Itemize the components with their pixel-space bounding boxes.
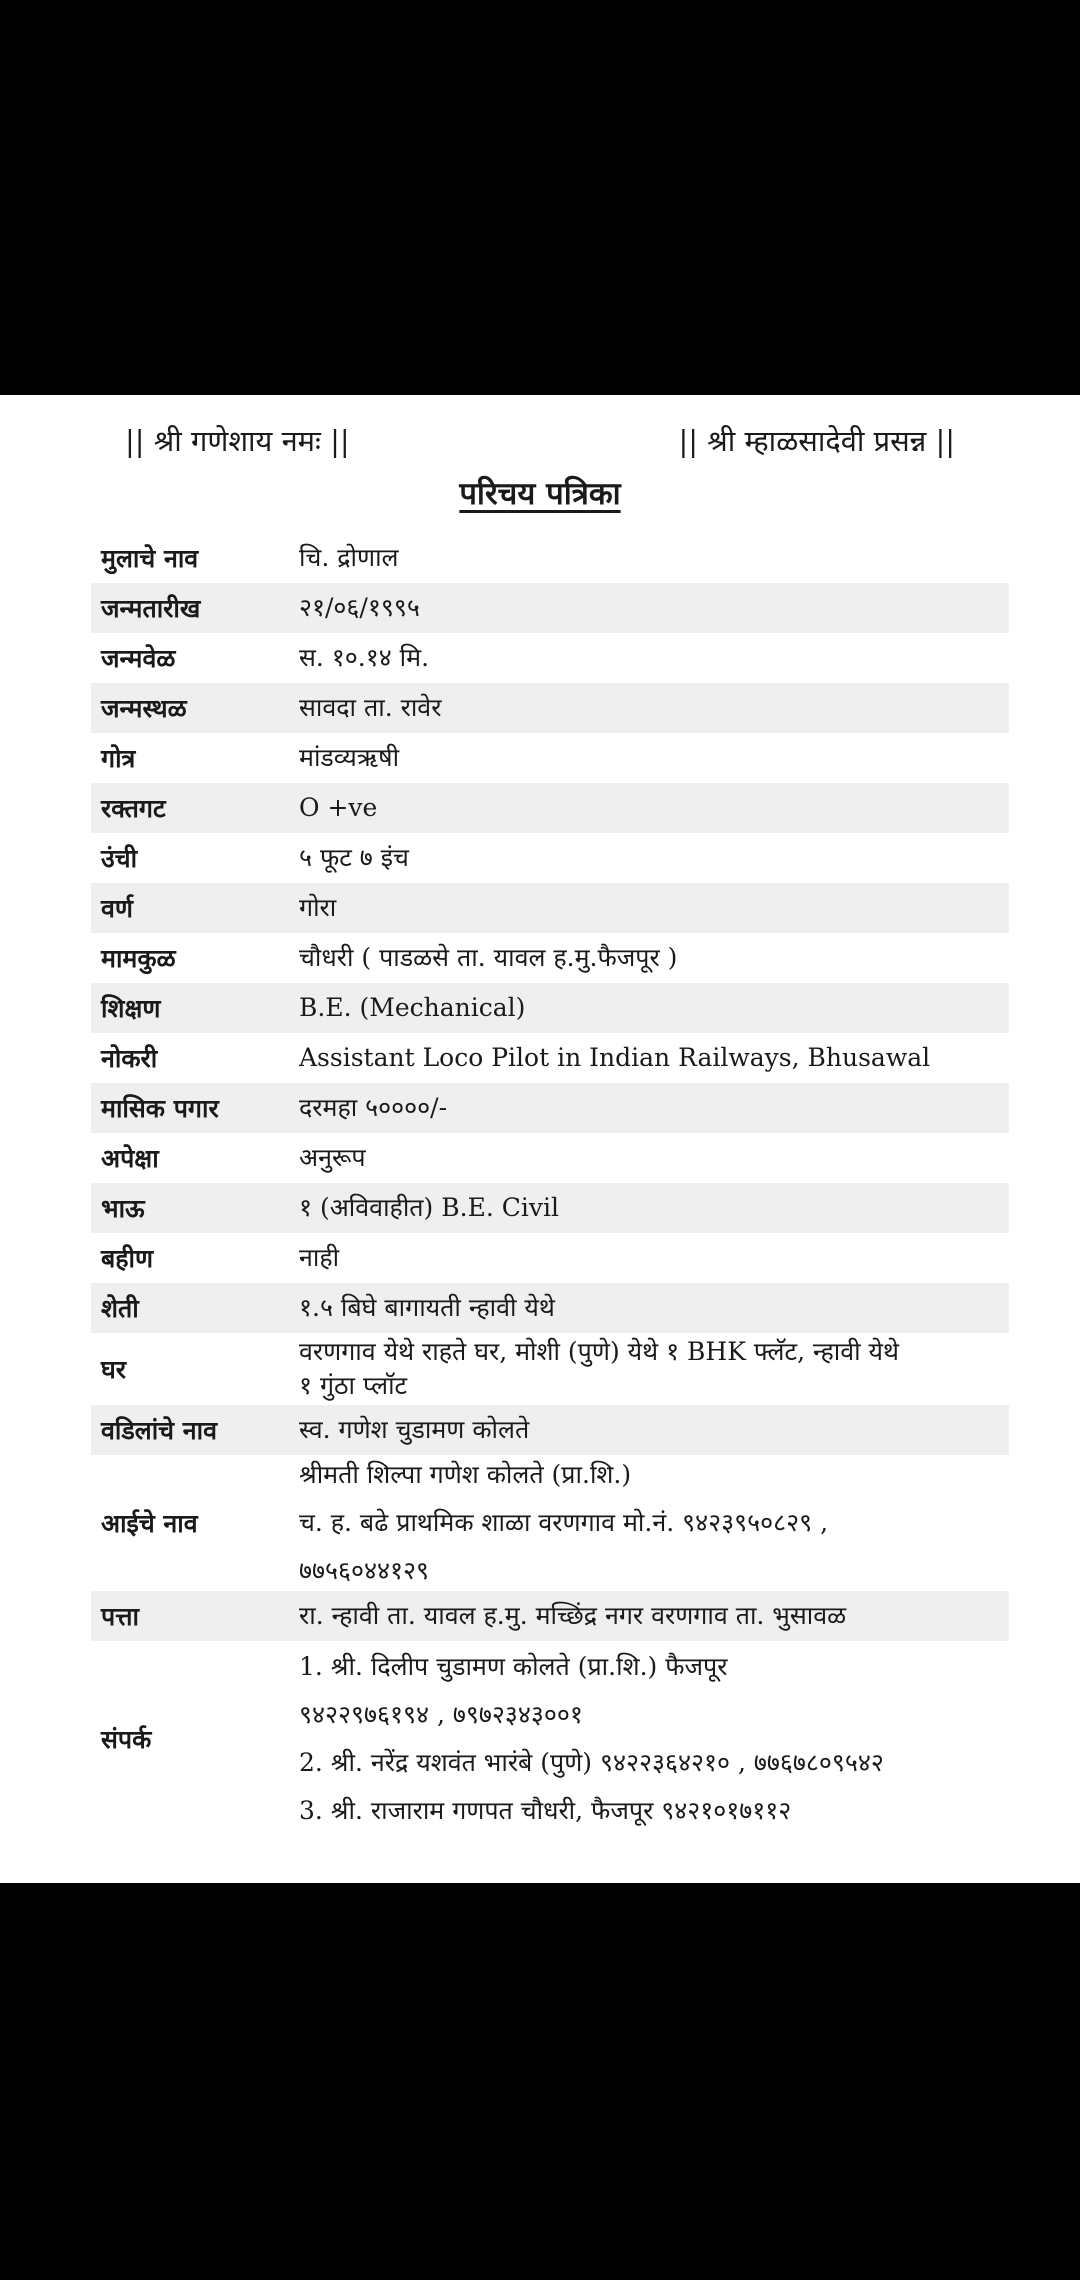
info-row	[91, 933, 1009, 983]
value-line: १ (अविवाहीत) B.E. Civil	[299, 1193, 559, 1222]
row-label: मामकुळ	[101, 944, 176, 973]
row-label: संपर्क	[101, 1724, 152, 1754]
value-line: स. १०.१४ मि.	[299, 643, 430, 672]
value-line: ९४२२९७६१९४ , ७९७२३४३००१	[299, 1699, 583, 1729]
value-line: २१/०६/१९९५	[299, 593, 420, 622]
info-row	[91, 733, 1009, 783]
row-label: अपेक्षा	[101, 1144, 159, 1173]
value-line: गोरा	[299, 893, 337, 922]
row-value	[291, 1191, 999, 1225]
value-line: सावदा ता. रावेर	[299, 693, 442, 722]
value-line: चौधरी ( पाडळसे ता. यावल ह.मु.फैजपूर )	[299, 943, 678, 972]
value-line: रा. न्हावी ता. यावल ह.मु. मच्छिंद्र नगर वरणगाव ता. भुसावळ	[299, 1601, 847, 1630]
row-label: नोकरी	[101, 1044, 158, 1073]
value-line: ७७५६०४४१२९	[299, 1556, 430, 1585]
row-label: उंची	[101, 844, 138, 873]
info-row	[91, 533, 1009, 583]
info-row	[91, 983, 1009, 1033]
row-value	[291, 891, 999, 925]
biodata-sheet	[0, 395, 1080, 1883]
value-line: B.E. (Mechanical)	[299, 993, 526, 1022]
value-line: चि. द्रोणाल	[299, 543, 399, 572]
value-line: अनुरूप	[299, 1143, 366, 1172]
info-row	[91, 1455, 1009, 1591]
info-row	[91, 833, 1009, 883]
value-line: 1. श्री. दिलीप चुडामण कोलते (प्रा.शि.) फैजपूर	[299, 1651, 728, 1681]
value-line: १.५ बिघे बागायती न्हावी येथे	[299, 1293, 555, 1322]
row-label: गोत्र	[101, 744, 136, 773]
row-value	[291, 1241, 999, 1275]
value-line: नाही	[299, 1243, 340, 1272]
info-table	[91, 533, 1009, 1836]
row-value	[291, 1413, 999, 1447]
invocation-line	[0, 417, 1080, 465]
document-title: परिचय पत्रिका	[459, 476, 621, 512]
value-line: १ गुंठा प्लॉट	[299, 1371, 408, 1400]
row-label: शेती	[101, 1294, 139, 1323]
row-value	[291, 1335, 999, 1403]
value-line: ५ फूट ७ इंच	[299, 843, 409, 872]
info-row	[91, 1133, 1009, 1183]
info-row	[91, 1233, 1009, 1283]
row-label: वर्ण	[101, 894, 133, 923]
info-row	[91, 683, 1009, 733]
info-row	[91, 1183, 1009, 1233]
row-value	[291, 741, 999, 775]
info-row	[91, 1405, 1009, 1455]
value-line: श्रीमती शिल्पा गणेश कोलते (प्रा.शि.)	[299, 1460, 632, 1489]
row-value	[291, 841, 999, 875]
row-value	[291, 991, 999, 1025]
row-value	[291, 1643, 999, 1835]
row-value	[291, 1599, 999, 1633]
row-label: भाऊ	[101, 1194, 145, 1223]
value-line: स्व. गणेश चुडामण कोलते	[299, 1415, 530, 1444]
value-line: Assistant Loco Pilot in Indian Railways, Bhusawal	[299, 1043, 931, 1072]
info-row	[91, 1591, 1009, 1641]
value-line: वरणगाव येथे राहते घर, मोशी (पुणे) येथे १ BHK फ्लॅट, न्हावी येथे	[299, 1337, 899, 1366]
value-line: च. ह. बढे प्राथमिक शाळा वरणगाव मो.नं. ९४२३९५०८२९ ,	[299, 1508, 829, 1537]
row-value	[291, 641, 999, 675]
row-value	[291, 1291, 999, 1325]
value-line: दरमहा ५००००/-	[299, 1093, 448, 1122]
row-value	[291, 941, 999, 975]
info-row	[91, 1333, 1009, 1405]
row-value	[291, 1451, 999, 1595]
value-line: O +ve	[299, 793, 378, 822]
info-row	[91, 633, 1009, 683]
info-row	[91, 1641, 1009, 1836]
row-value	[291, 1141, 999, 1175]
row-value	[291, 1091, 999, 1125]
row-label: बहीण	[101, 1244, 154, 1273]
value-line: 3. श्री. राजाराम गणपत चौधरी, फैजपूर ९४२१०१७११२	[299, 1795, 792, 1825]
info-row	[91, 1083, 1009, 1133]
row-label: पत्ता	[101, 1602, 139, 1631]
row-label: मुलाचे नाव	[101, 544, 199, 573]
row-label: शिक्षण	[101, 994, 161, 1023]
value-line: 2. श्री. नरेंद्र यशवंत भारंबे (पुणे) ९४२२३६४२१० , ७७६७८०९५४२	[299, 1747, 884, 1777]
info-row	[91, 783, 1009, 833]
info-row	[91, 1283, 1009, 1333]
row-label: आईचे नाव	[101, 1509, 198, 1538]
row-label: मासिक पगार	[101, 1094, 219, 1123]
row-label: जन्मवेळ	[101, 644, 176, 673]
row-value	[291, 591, 999, 625]
left-invocation: || श्री गणेशाय नमः ||	[125, 424, 350, 458]
row-value	[291, 541, 999, 575]
right-invocation: || श्री म्हाळसादेवी प्रसन्न ||	[678, 424, 955, 458]
row-value	[291, 791, 999, 825]
row-value	[291, 691, 999, 725]
row-label: रक्तगट	[101, 794, 166, 823]
row-label: घर	[101, 1355, 127, 1384]
info-row	[91, 883, 1009, 933]
value-line: मांडव्यऋषी	[299, 743, 400, 772]
row-label: वडिलांचे नाव	[101, 1416, 218, 1445]
info-row	[91, 583, 1009, 633]
info-row	[91, 1033, 1009, 1083]
row-value	[291, 1041, 999, 1075]
row-label: जन्मतारीख	[101, 594, 201, 623]
row-label: जन्मस्थळ	[101, 694, 187, 723]
